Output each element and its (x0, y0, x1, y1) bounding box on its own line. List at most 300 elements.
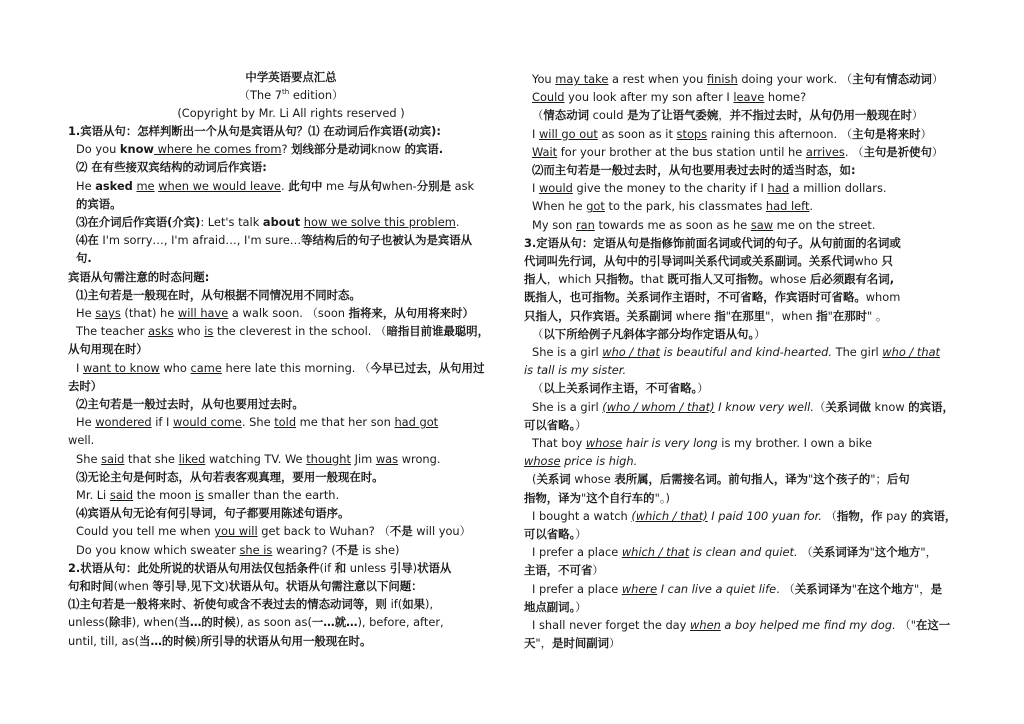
text-run: 指物，译为 (524, 490, 581, 505)
right-text-line (524, 636, 620, 652)
text-run: 的宾语。 (76, 196, 122, 211)
text-run: 当…的时候 (178, 615, 236, 630)
text-run: (which / that) (631, 508, 708, 523)
text-run: 主句有情态动词 (852, 72, 932, 86)
right-text-line (532, 218, 875, 234)
text-run: you will (214, 524, 258, 539)
text-run: He (76, 178, 96, 193)
text-run: He (76, 415, 96, 430)
text-run: , (186, 579, 191, 593)
text-run: ? (281, 142, 292, 157)
left-text-line (76, 361, 484, 377)
text-run: 当…的时候 (139, 633, 197, 648)
text-run: 可以省略。 (524, 417, 576, 432)
text-run: I (76, 360, 83, 375)
text-run: if( (386, 597, 403, 612)
text-run: hair is very long (622, 436, 718, 450)
right-text-line (532, 381, 709, 397)
text-run: My son (532, 217, 576, 232)
text-run: You (532, 72, 556, 86)
text-run: a walk soon. （soon (228, 306, 349, 320)
text-run: whose (769, 272, 810, 287)
text-run: 2.状语从句：此处所说的状语从句用法仅包括条件 (68, 560, 320, 575)
text-run: 不是 (389, 524, 413, 539)
text-run: a rest when you (608, 72, 707, 86)
text-run: wondered (95, 415, 152, 430)
text-run: unless( (68, 615, 109, 630)
text-run: finish (706, 72, 738, 86)
text-run: is (194, 488, 205, 502)
text-run: 以上关系词作主语，不可省略。 (543, 381, 698, 396)
text-run: 关系词 (536, 472, 571, 487)
text-run: raining this afternoon. （ (707, 126, 853, 141)
text-run: " (869, 545, 875, 560)
edition-superscript: th (282, 88, 290, 97)
text-run: how we solve this problem (303, 215, 456, 229)
right-text-line (524, 491, 670, 507)
text-run: told (274, 415, 297, 430)
left-text-line (68, 433, 94, 449)
text-run: Do you know which sweater (76, 542, 240, 557)
text-run: . （ (776, 581, 795, 596)
text-run: a million dollars. (788, 181, 887, 196)
text-run: ⑷宾语从句无论有何引导词，句子都要用陈述句语序。 (76, 506, 350, 521)
left-text-line (68, 634, 371, 650)
text-run: who (854, 254, 882, 268)
text-run: 以下所给例子凡斜体字部分均作定语从句。 (543, 326, 755, 341)
text-run: "； (870, 472, 887, 487)
text-run: 后句 (886, 472, 910, 487)
text-run: "， (920, 545, 938, 560)
text-run: was (375, 451, 399, 466)
text-run: 见下文 (190, 579, 225, 593)
text-run: ⑴主句若是一般将来时、祈使句或含不表过去的情态动词等，则 (68, 597, 387, 612)
left-text-line (76, 524, 471, 540)
text-run: ) (412, 560, 418, 575)
edition-suffix: edition） (289, 88, 344, 102)
text-run: is clean and quiet. (689, 545, 798, 560)
text-run: whose (524, 454, 561, 469)
left-text-line (76, 215, 459, 231)
text-run: ， (718, 108, 730, 123)
text-run: （ (532, 108, 544, 123)
text-run: me (136, 178, 155, 193)
text-run: She is a girl (532, 345, 603, 359)
left-text-line (76, 470, 384, 486)
right-text-line (532, 472, 910, 488)
text-run: 指将来，从句用将来时） (348, 306, 474, 320)
text-run: ） (931, 72, 944, 86)
left-text-line (76, 506, 349, 522)
text-run: （ (532, 381, 544, 396)
text-run: where (672, 308, 715, 323)
left-text-line (76, 488, 339, 504)
right-text-line (532, 127, 932, 143)
text-run: 一…就… (311, 615, 358, 630)
text-run: I (532, 126, 539, 141)
text-run: " (725, 308, 731, 323)
text-run: She is a girl (532, 399, 603, 414)
text-run: saw (750, 217, 774, 232)
text-run: ⑴主句若是一般现在时，从句根据不同情况用不同时态。 (76, 287, 361, 302)
text-run: is my brother. I own a bike (717, 436, 872, 450)
text-run: Wait (532, 144, 558, 159)
text-run: ) (224, 579, 229, 593)
text-run: a boy helped me find my dog. (720, 618, 896, 632)
right-text-line (524, 363, 626, 379)
left-text-line (68, 124, 441, 140)
text-run: 主句是祈使句 (863, 144, 932, 159)
text-run: ） (575, 599, 587, 614)
doc-title: 中学英语要点汇总 (245, 70, 337, 84)
right-text-line (532, 345, 940, 361)
text-run: 除非 (108, 615, 132, 630)
text-run: : Let's talk (200, 215, 263, 229)
text-run: 这个孩子的 (813, 472, 871, 487)
text-run: 关系词做 (825, 399, 871, 414)
text-run: 指物，作 (836, 508, 883, 523)
text-run: 不是 (335, 542, 359, 557)
text-run: stops (676, 126, 708, 141)
text-run: ⑵而主句若是一般过去时，从句也要用表过去时的适当时态，如: (532, 163, 856, 177)
left-text-line (76, 179, 474, 195)
right-text-line (532, 618, 950, 634)
text-run: I can live a quiet life (657, 581, 777, 596)
text-run: is tall is my sister. (524, 363, 627, 378)
text-run: (if (319, 560, 335, 575)
text-run: 等结构后的句子也被认为是宾语从 (301, 233, 473, 248)
text-run: "， (913, 581, 931, 596)
text-run: " (580, 490, 587, 505)
text-run: 是为了让语气委婉 (627, 108, 719, 123)
right-text-line (524, 309, 887, 325)
left-text-line (68, 597, 433, 613)
right-text-line (524, 563, 604, 579)
text-run: whose (585, 436, 623, 450)
left-text-line (68, 561, 451, 577)
text-run: 主语，不可省 (524, 563, 593, 578)
text-run: asks (148, 324, 174, 339)
right-text-line (524, 527, 587, 543)
text-run: "。) (654, 490, 670, 505)
text-run: had (767, 181, 789, 196)
text-run: unless (346, 560, 390, 575)
text-run: 主句是将来时 (852, 126, 921, 141)
text-run: said (101, 451, 125, 466)
text-run: 的宾语. (404, 142, 444, 157)
text-run: " (827, 308, 833, 323)
text-run: 表所属，后需接名词。前句指人，译为 (614, 472, 808, 487)
left-text-line (76, 415, 438, 431)
text-run: . (809, 199, 814, 214)
right-text-line (524, 236, 901, 252)
text-run: （" (895, 618, 916, 632)
text-run: who (159, 360, 191, 375)
text-run: asked (95, 178, 133, 193)
text-run: if I (151, 415, 174, 430)
text-run: who (173, 324, 205, 339)
text-run: which / that (621, 545, 690, 560)
right-text-line (532, 181, 887, 197)
left-text-line (68, 615, 444, 631)
left-text-line (76, 452, 441, 468)
text-run: ） (592, 563, 604, 578)
text-run: ) (196, 633, 201, 648)
text-run: 等引导 (152, 579, 187, 593)
text-run: when we would leave (158, 178, 281, 193)
right-text-line (532, 108, 923, 124)
right-text-line (532, 72, 943, 88)
text-run: me on the street. (773, 217, 876, 232)
text-run: ), (425, 597, 434, 612)
text-run: 和 (334, 560, 347, 575)
text-run: well. (68, 433, 95, 448)
edition-prefix: （The 7 (238, 88, 283, 102)
text-run: leave (733, 90, 765, 105)
text-run: 天 (524, 636, 536, 651)
text-run: Could (532, 90, 565, 105)
right-text-line (524, 290, 900, 306)
text-run: 是 (930, 581, 942, 596)
text-run: ⑶无论主句是何时态，从句若表客观真理，要用一般现在时。 (76, 469, 384, 484)
text-run: 情态动词 (543, 108, 589, 123)
text-run: I shall never forget the day (532, 618, 691, 632)
left-text-line (76, 543, 399, 559)
text-run: （ (532, 326, 544, 341)
left-text-line (76, 197, 122, 213)
text-run: 今早已过去，从句用过 (370, 360, 485, 375)
text-run: ） (575, 527, 587, 541)
text-run: 此句中 (288, 178, 323, 193)
text-run: pay (882, 508, 911, 523)
text-run: me (322, 178, 348, 193)
text-run: 并不指过去时，从句仍用一般现在时 (729, 108, 912, 123)
text-run: wearing? ( (272, 542, 336, 557)
left-text-line (76, 142, 443, 158)
text-run: 句. (76, 251, 92, 266)
text-run: （ (821, 508, 837, 523)
text-run: 指 (714, 308, 726, 323)
text-run: ran (575, 217, 595, 232)
text-run: Could you tell me when (76, 524, 215, 539)
copyright-line: (Copyright by Mr. Li All rights reserved ) (177, 106, 405, 120)
left-text-line (76, 160, 267, 176)
text-run: doing your work. （ (737, 72, 853, 86)
text-run: 状语从句。状语从句需注意以下问题： (228, 579, 423, 593)
text-run: had got (394, 415, 439, 430)
right-text-line (532, 199, 813, 215)
right-text-line (532, 436, 872, 452)
text-run: would come (173, 415, 242, 430)
text-run: When he (532, 199, 587, 214)
text-run: where he comes from (153, 142, 282, 157)
text-run: could (588, 108, 628, 123)
text-run: 所引导的状语从句用一般现在时。 (200, 633, 372, 648)
text-run: ⑵ 在有些接双宾结构的动词后作宾语: (76, 160, 267, 175)
right-text-line (524, 254, 893, 270)
text-run: to the park, his classmates (604, 199, 766, 214)
text-run: whom (865, 290, 901, 305)
text-run: is she) (358, 542, 400, 557)
text-run: for your brother at the bus station until he (557, 144, 806, 159)
text-run: where (621, 581, 658, 596)
text-run: ), before, after, (357, 615, 444, 630)
left-text-line (68, 579, 423, 595)
text-run: ⑶在介词后作宾语(介宾) (76, 215, 201, 229)
text-run: that (640, 272, 668, 287)
text-run: 是时间副词 (552, 636, 610, 651)
text-run: . (455, 215, 460, 229)
text-run: had left (765, 199, 810, 214)
text-run: 去时） (68, 378, 103, 393)
text-run: know (370, 142, 405, 157)
right-text-line (532, 145, 943, 161)
text-run: " (808, 472, 814, 487)
text-run: the cleverest in the school. （ (213, 324, 387, 339)
text-run: you look after my son after I (564, 90, 734, 105)
text-run: says (95, 306, 121, 320)
text-run: Jim (350, 451, 376, 466)
text-run: ⑵主句若是一般过去时，从句也要用过去时。 (76, 397, 304, 411)
left-text-line (68, 342, 148, 358)
text-run: . (280, 178, 289, 193)
text-run: 后必须跟有名词, (809, 272, 895, 287)
text-run: whose (570, 472, 615, 487)
text-run: want to know (82, 360, 160, 375)
text-run: liked (178, 451, 206, 466)
text-run: She (76, 451, 102, 466)
text-run: will go out (538, 126, 598, 141)
text-run: "，when (765, 308, 817, 323)
text-run: The girl (832, 345, 883, 359)
text-run: 分别是 (416, 178, 451, 193)
text-run: 关系词译为 (812, 545, 870, 560)
text-run: me that her son (296, 415, 395, 430)
text-run: " 。 (867, 308, 888, 323)
text-run: 指 (816, 308, 828, 323)
text-run: home? (764, 90, 807, 105)
left-text-line (76, 397, 304, 413)
edition-line (68, 88, 514, 104)
text-run: I (532, 181, 539, 196)
right-text-line (532, 163, 856, 179)
text-run: 暗指目前谁最聪明， (386, 324, 489, 339)
text-run: 在这个地方 (856, 581, 914, 596)
text-run: will have (177, 306, 229, 320)
left-text-line (76, 324, 489, 340)
text-run: as soon as it (597, 126, 677, 141)
text-run: that she (124, 451, 179, 466)
text-run: That boy (532, 436, 586, 450)
left-text-line (76, 288, 361, 304)
text-run: know (119, 142, 154, 157)
text-run: (who / whom / that) (602, 399, 715, 414)
text-run: ( (532, 472, 537, 487)
text-run: ，which (546, 272, 595, 287)
text-run: （ (797, 545, 813, 560)
text-run: ), as soon as( (235, 615, 312, 630)
left-text-line (76, 306, 474, 322)
text-run: 划线部分是动词 (291, 142, 371, 157)
text-run: ） (911, 108, 924, 123)
text-run: Do you (76, 142, 120, 157)
text-run: wrong. (398, 451, 441, 466)
right-text-line (532, 90, 806, 106)
text-run: thought (306, 451, 351, 466)
text-run: the moon (133, 488, 195, 502)
text-run: she is (239, 542, 273, 557)
right-text-line (532, 327, 766, 343)
text-run: ） (920, 126, 932, 141)
text-run: 宾语从句需注意的时态问题: (68, 269, 210, 284)
text-run: give the money to the charity if I (572, 181, 768, 196)
right-text-line (524, 454, 637, 470)
text-run: 1.宾语从句：怎样判断出一个从句是宾语从句？⑴ 在动词后作宾语(动宾): (68, 124, 441, 138)
text-run: He (76, 306, 96, 320)
text-run: 只指物。 (595, 272, 641, 287)
text-run: (when (113, 579, 153, 593)
right-text-line (532, 545, 937, 561)
text-run: until, till, as( (68, 633, 140, 648)
left-text-line (68, 379, 102, 395)
text-run: who / that (602, 345, 660, 359)
text-run: I prefer a place (532, 581, 622, 596)
right-text-line (524, 600, 587, 616)
text-run: 状语从 (417, 560, 452, 575)
right-text-line (524, 418, 587, 434)
text-run: The teacher (76, 324, 149, 339)
text-run: arrives (805, 144, 845, 159)
right-text-line (532, 400, 954, 416)
text-run: ） (697, 381, 709, 396)
right-text-line (524, 272, 894, 288)
text-run: will you） (412, 524, 472, 539)
text-run: " (851, 581, 857, 596)
text-run: got (586, 199, 605, 214)
text-run: "， (535, 636, 553, 651)
text-run: price is high. (560, 454, 638, 469)
text-run: 关系词译为 (794, 581, 852, 596)
text-run: 在这一 (916, 618, 951, 632)
text-run: 指人 (524, 272, 547, 287)
text-run: would (538, 181, 573, 196)
text-run: Mr. Li (76, 488, 110, 502)
text-run: I know very well. (714, 399, 814, 414)
right-text-line (532, 582, 942, 598)
text-run: 既指人，也可指物。关系词作主语时，不可省略，作宾语时可省略。 (524, 290, 866, 305)
text-run: smaller than the earth. (204, 488, 340, 502)
text-run: towards me as soon as he (594, 217, 751, 232)
text-run: I prefer a place (532, 545, 622, 560)
text-run: when- (381, 178, 417, 193)
text-run: here late this morning. （ (221, 360, 371, 375)
text-run: I bought a watch (532, 508, 632, 523)
text-run: 在那里 (730, 308, 766, 323)
text-run: ） (575, 417, 587, 432)
text-run: ） (609, 636, 621, 651)
text-run: 如果 (402, 597, 425, 612)
text-run: 只 (881, 254, 893, 268)
text-run: ） (931, 144, 944, 159)
text-run: 代词叫先行词，从句中的引导词叫关系代词或关系副词。关系代词 (524, 254, 855, 268)
text-run: 引导 (389, 560, 413, 575)
text-run: ⑷在 (76, 233, 99, 248)
text-run: may take (555, 72, 609, 86)
text-run: is (204, 324, 214, 339)
text-run: 只指人，只作宾语。关系副词 (524, 308, 673, 323)
text-run: . （ (844, 144, 864, 159)
text-run: . She (241, 415, 275, 430)
